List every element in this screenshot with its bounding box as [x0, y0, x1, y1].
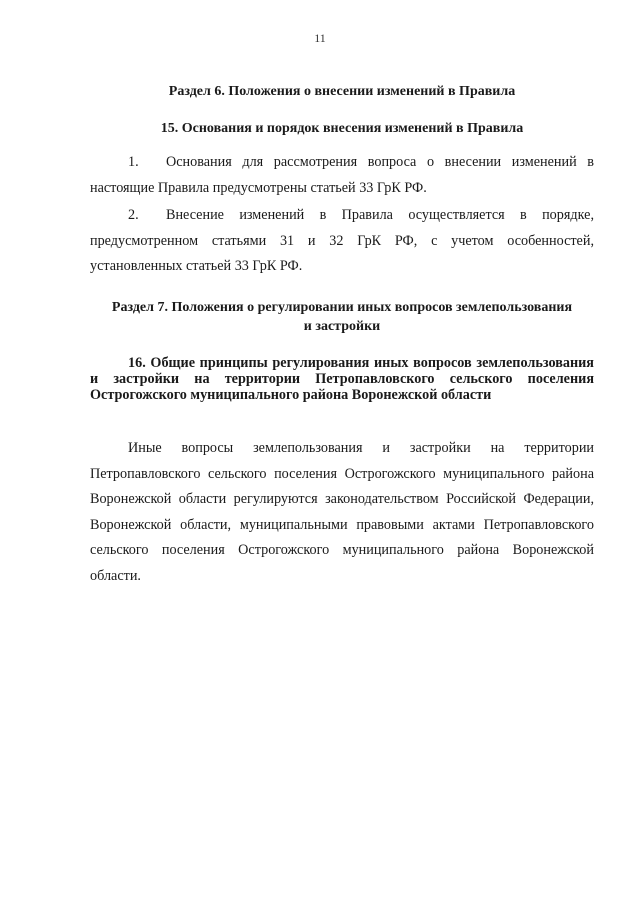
page-number: 11 — [314, 31, 326, 45]
section-6-subtitle: 15. Основания и порядок внесения изменений в Правила — [160, 121, 524, 136]
section-7-title-line2: и застройки — [303, 319, 381, 334]
section-7-title — [90, 298, 594, 336]
section-6-item-2 — [90, 203, 594, 280]
item-number: 1. — [128, 154, 139, 170]
item-number: 2. — [128, 207, 139, 223]
section-6-title: Раздел 6. Положения о внесении изменений в Правила — [168, 84, 516, 99]
section-7-title-line1: Раздел 7. Положения о регулировании иных вопросов землепользования — [111, 300, 573, 315]
item-text: Внесение изменений в Правила осуществляется в порядке, предусмотренном статьями 31 и 32 ГрК РФ, с учетом особенностей, установленных статьей 33 ГрК РФ. — [90, 207, 594, 274]
section-7-subtitle: 16. Общие принципы регулирования иных вопросов землепользования и застройки на территории Петропавловского сельского поселения Острогожского муниципального района Воронежской области — [90, 355, 594, 403]
section-6-item-1 — [90, 150, 594, 201]
section-7-body: Иные вопросы землепользования и застройки на территории Петропавловского сельского поселения Острогожского муниципального района Воронежской области регулируются законодательством Российской Федерации, Воронежской области, муниципальными правовыми актами Петропавловского сельского поселения Острогожского муниципального района Воронежской области. — [90, 440, 594, 584]
item-text: Основания для рассмотрения вопроса о внесении изменений в настоящие Правила предусмотрены статьей 33 ГрК РФ. — [90, 154, 594, 196]
